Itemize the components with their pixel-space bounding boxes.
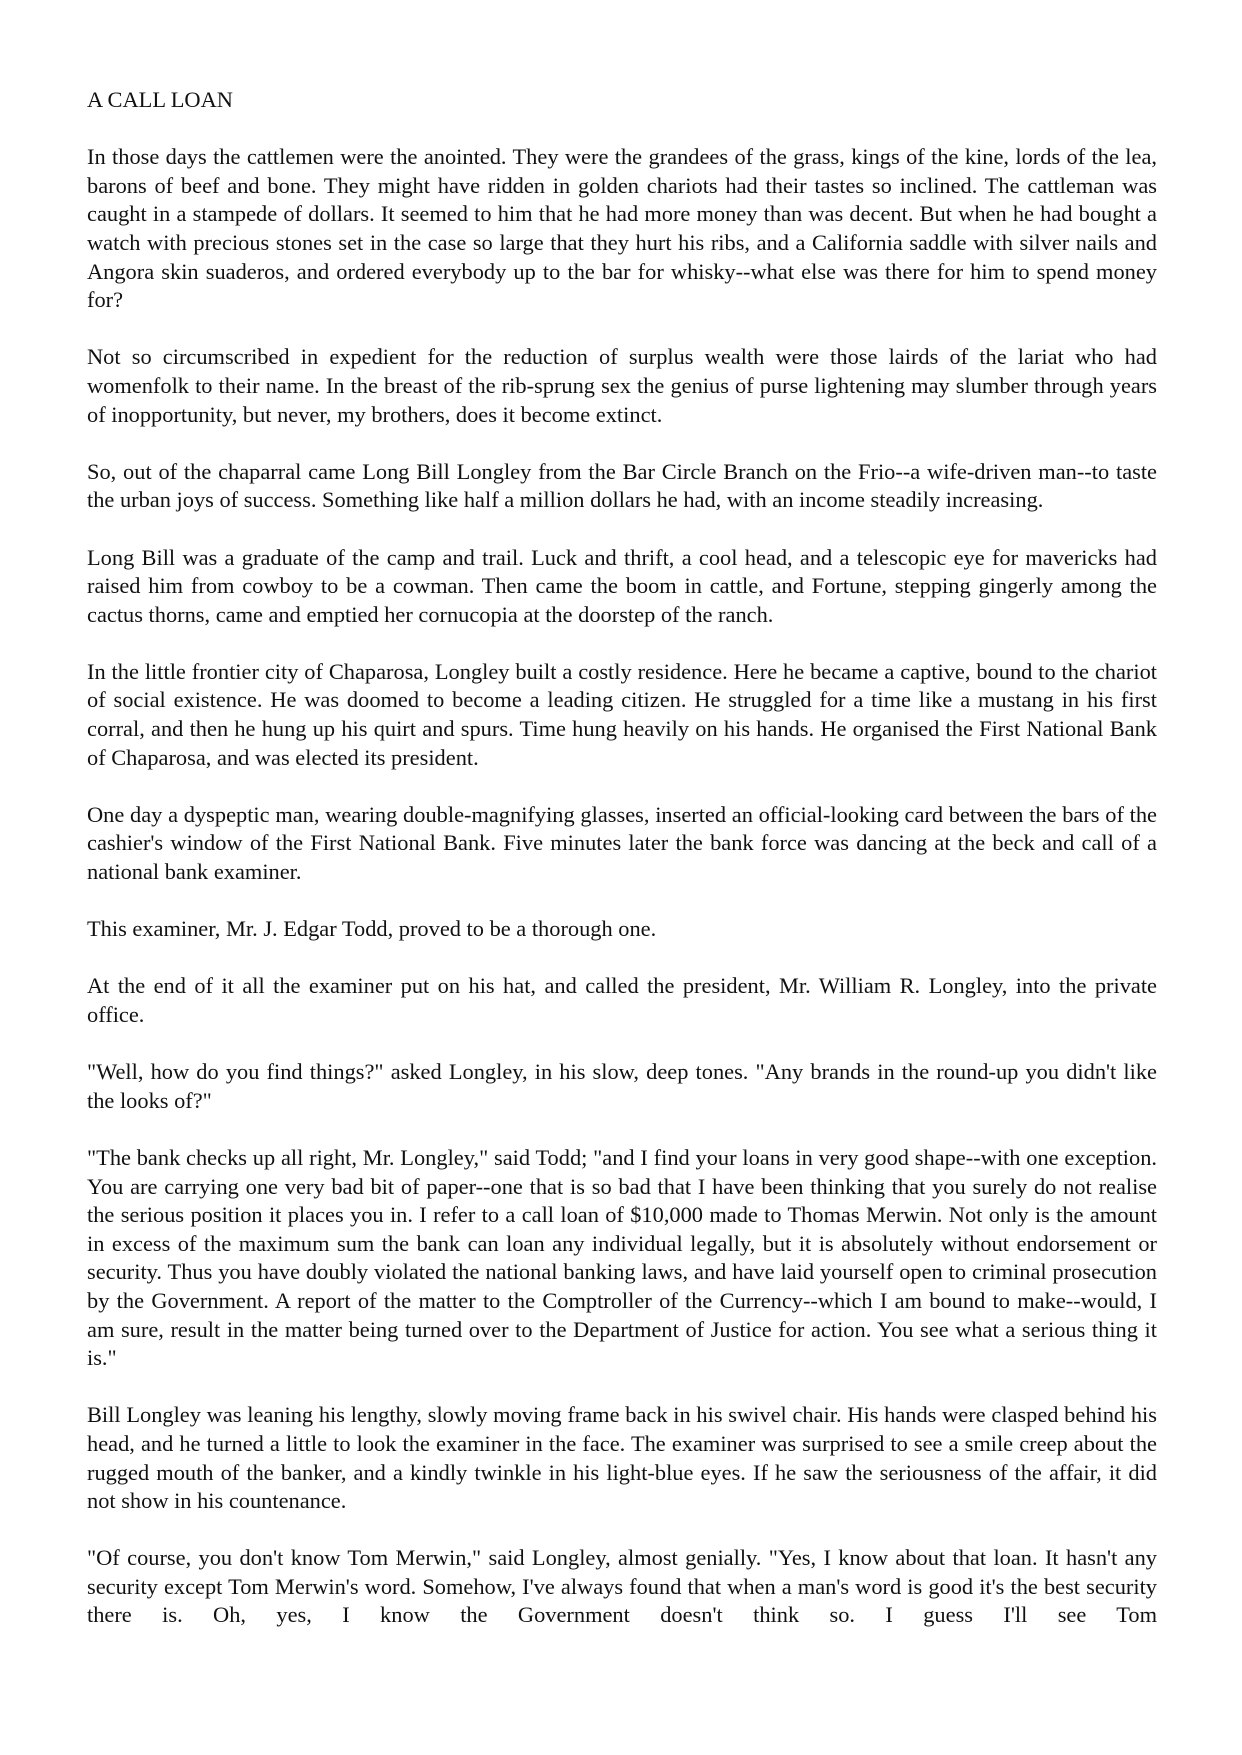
paragraph: Not so circumscribed in expedient for the reduction of surplus wealth were those lairds of the lariat who had womenfolk to their name. In the breast of the rib-sprung sex the genius of purse lightening may slumber through years of inopportunity, but never, my brothers, does it become extinct. xyxy=(87,344,1157,427)
paragraph: "Of course, you don't know Tom Merwin," said Longley, almost genially. "Yes, I know about that loan. It hasn't any security except Tom Merwin's word. Somehow, I've always found that when a man's word is good it's the best security there is. Oh, yes, I know the Government doesn't think so. I guess I'll see Tom xyxy=(87,1545,1157,1628)
paragraph: "The bank checks up all right, Mr. Longley," said Todd; "and I find your loans in very good shape--with one exception. You are carrying one very bad bit of paper--one that is so bad that I have been thinking that you surely do not realise the serious position it places you in. I refer to a call loan of $10,000 made to Thomas Merwin. Not only is the amount in excess of the maximum sum the bank can loan any individual legally, but it is absolutely without endorsement or security. Thus you have doubly violated the national banking laws, and have laid yourself open to criminal prosecution by the Government. A report of the matter to the Comptroller of the Currency--which I am bound to make--would, I am sure, result in the matter being turned over to the Department of Justice for action. You see what a serious thing it is." xyxy=(87,1144,1157,1371)
paragraph: In those days the cattlemen were the anointed. They were the grandees of the grass, kings of the kine, lords of the lea, barons of beef and bone. They might have ridden in golden chariots had their tastes so inclined. The cattleman was caught in a stampede of dollars. It seemed to him that he had more money than was decent. But when he had bought a watch with precious stones set in the case so large that they hurt his ribs, and a California saddle with silver nails and Angora skin suaderos, and ordered everybody up to the bar for whisky--what else was there for him to spend money for? xyxy=(87,144,1157,313)
paragraph: This examiner, Mr. J. Edgar Todd, proved to be a thorough one. xyxy=(87,916,657,942)
story-title: A CALL LOAN xyxy=(87,87,233,112)
document-page xyxy=(87,86,1157,1659)
paragraph: One day a dyspeptic man, wearing double-magnifying glasses, inserted an official-looking card between the bars of the cashier's window of the First National Bank. Five minutes later the bank force was dancing at the beck and call of a national bank examiner. xyxy=(87,801,1157,885)
paragraph: "Well, how do you find things?" asked Longley, in his slow, deep tones. "Any brands in the round-up you didn't like the looks of?" xyxy=(87,1059,1157,1113)
paragraph: Long Bill was a graduate of the camp and trail. Luck and thrift, a cool head, and a telescopic eye for mavericks had raised him from cowboy to be a cowman. Then came the boom in cattle, and Fortune, stepping gingerly among the cactus thorns, came and emptied her cornucopia at the doorstep of the ranch. xyxy=(87,544,1157,627)
paragraph: Bill Longley was leaning his lengthy, slowly moving frame back in his swivel chair. His hands were clasped behind his head, and he turned a little to look the examiner in the face. The examiner was surprised to see a smile creep about the rugged mouth of the banker, and a kindly twinkle in his light-blue eyes. If he saw the seriousness of the affair, it did not show in his countenance. xyxy=(87,1402,1157,1514)
paragraph: At the end of it all the examiner put on his hat, and called the president, Mr. William R. Longley, into the private office. xyxy=(87,973,1157,1027)
paragraph: In the little frontier city of Chaparosa, Longley built a costly residence. Here he became a captive, bound to the chariot of social existence. He was doomed to become a leading citizen. He struggled for a time like a mustang in his first corral, and then he hung up his quirt and spurs. Time hung heavily on his hands. He organised the First National Bank of Chaparosa, and was elected its president. xyxy=(87,658,1157,770)
paragraph: So, out of the chaparral came Long Bill Longley from the Bar Circle Branch on the Frio--a wife-driven man--to taste the urban joys of success. Something like half a million dollars he had, with an income steadily increasing. xyxy=(87,458,1157,513)
